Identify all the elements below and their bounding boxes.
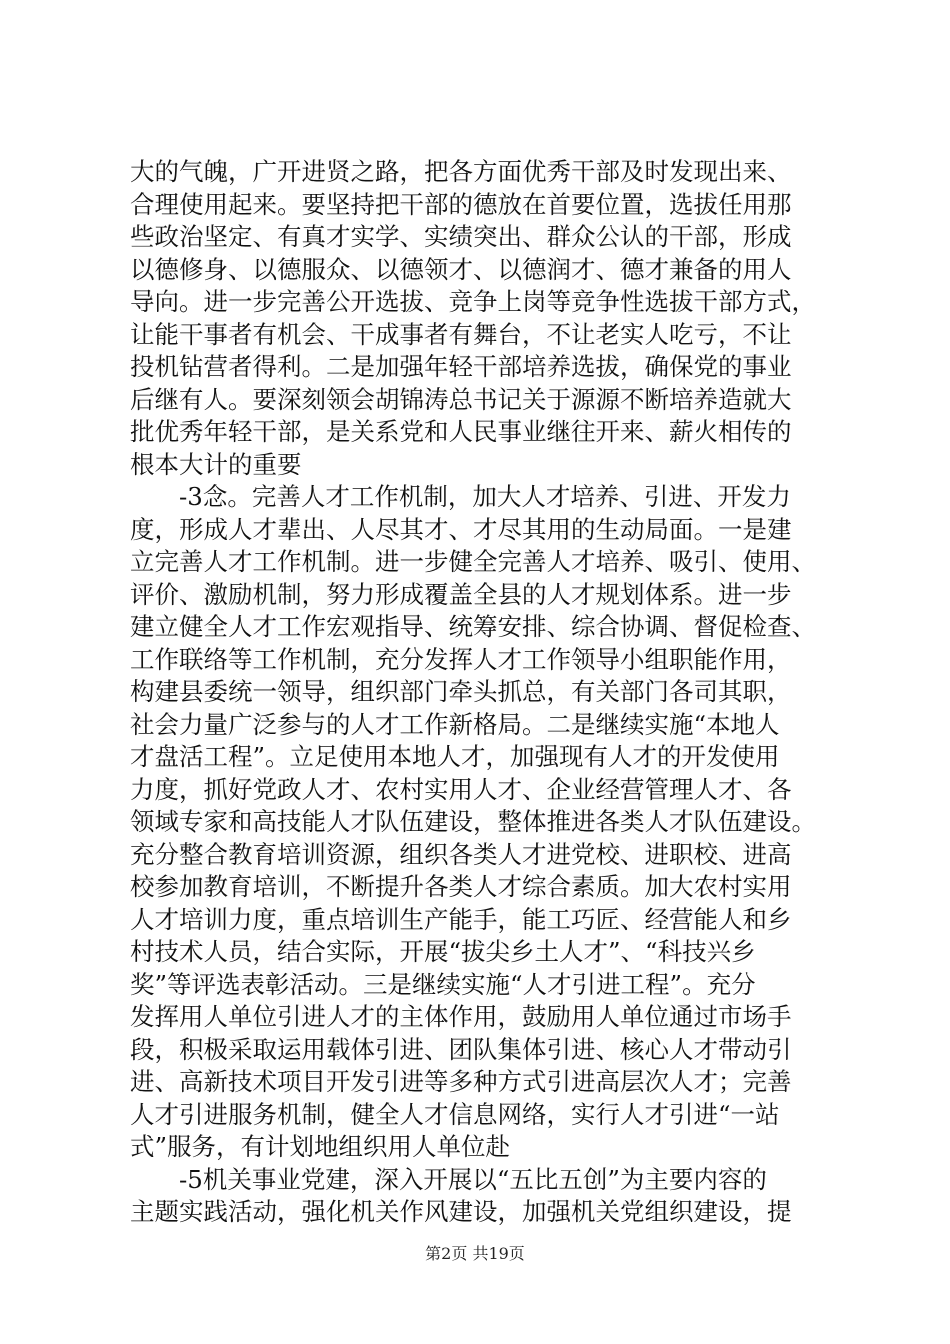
text-line: 充分整合教育培训资源，组织各类人才进党校、进职校、进高 <box>130 839 792 869</box>
text-line: 段，积极采取运用载体引进、团队集体引进、核心人才带动引 <box>130 1034 792 1064</box>
text-line: 建立健全人才工作宏观指导、统筹安排、综合协调、督促检查、 <box>130 612 816 641</box>
text-line: 批优秀年轻干部，是关系党和人民事业继往开来、薪火相传的 <box>130 417 792 446</box>
text-line: 度，形成人才辈出、人尽其才、才尽其用的生动局面。一是建 <box>130 514 792 544</box>
text-line: 主题实践活动，强化机关作风建设，加强机关党组织建设，提 <box>130 1197 792 1226</box>
text-line: 工作联络等工作机制，充分发挥人才工作领导小组职能作用， <box>130 644 792 674</box>
text-line: 力度，抓好党政人才、农村实用人才、企业经营管理人才、各 <box>130 774 792 804</box>
body-text <box>130 156 830 1229</box>
text-line: 发挥用人单位引进人才的主体作用，鼓励用人单位通过市场手 <box>130 1002 792 1031</box>
text-line: 合理使用起来。要坚持把干部的德放在首要位置，选拔任用那 <box>130 189 792 219</box>
text-line: 村技术人员，结合实际，开展“拔尖乡土人才”、“科技兴乡 <box>130 937 756 966</box>
text-line: 后继有人。要深刻领会胡锦涛总书记关于源源不断培养造就大 <box>130 384 792 414</box>
text-line: 人才培训力度，重点培训生产能手，能工巧匠、经营能人和乡 <box>130 904 792 934</box>
text-line: 进、高新技术项目开发引进等多种方式引进高层次人才；完善 <box>130 1067 792 1096</box>
text-line: 导向。进一步完善公开选拔、竞争上岗等竞争性选拔干部方式， <box>130 287 816 316</box>
text-line: 立完善人才工作机制。进一步健全完善人才培养、吸引、使用、 <box>130 547 816 576</box>
text-line: -5机关事业党建，深入开展以“五比五创”为主要内容的 <box>130 1164 767 1194</box>
text-line: 领域专家和高技能人才队伍建设，整体推进各类人才队伍建设。 <box>130 807 816 836</box>
text-line: 以德修身、以德服众、以德领才、以德润才、德才兼备的用人 <box>130 254 792 284</box>
text-line: 人才引进服务机制，健全人才信息网络，实行人才引进“一站 <box>130 1099 780 1129</box>
text-line: 让能干事者有机会、干成事者有舞台，不让老实人吃亏，不让 <box>130 319 792 349</box>
text-line: 些政治坚定、有真才实学、实绩突出、群众公认的干部，形成 <box>130 222 792 251</box>
text-line: 才盘活工程”。立足使用本地人才，加强现有人才的开发使用 <box>130 742 780 771</box>
text-line: 奖”等评选表彰活动。三是继续实施“人才引进工程”。充分 <box>130 969 756 999</box>
text-line: 构建县委统一领导，组织部门牵头抓总，有关部门各司其职， <box>130 677 792 706</box>
text-line: 评价、激励机制，努力形成覆盖全县的人才规划体系。进一步 <box>130 579 792 609</box>
text-line: 式”服务，有计划地组织用人单位赴 <box>130 1132 511 1161</box>
text-line: -3念。完善人才工作机制，加大人才培养、引进、开发力 <box>130 482 791 511</box>
text-line: 大的气魄，广开进贤之路，把各方面优秀干部及时发现出来、 <box>130 157 792 186</box>
text-line: 根本大计的重要 <box>130 449 302 479</box>
text-line: 校参加教育培训，不断提升各类人才综合素质。加大农村实用 <box>130 872 792 901</box>
page-footer: 第2页 共19页 <box>425 1244 525 1263</box>
text-line: 社会力量广泛参与的人才工作新格局。二是继续实施“本地人 <box>130 709 780 739</box>
text-line: 投机钻营者得利。二是加强年轻干部培养选拔，确保党的事业 <box>130 352 792 381</box>
